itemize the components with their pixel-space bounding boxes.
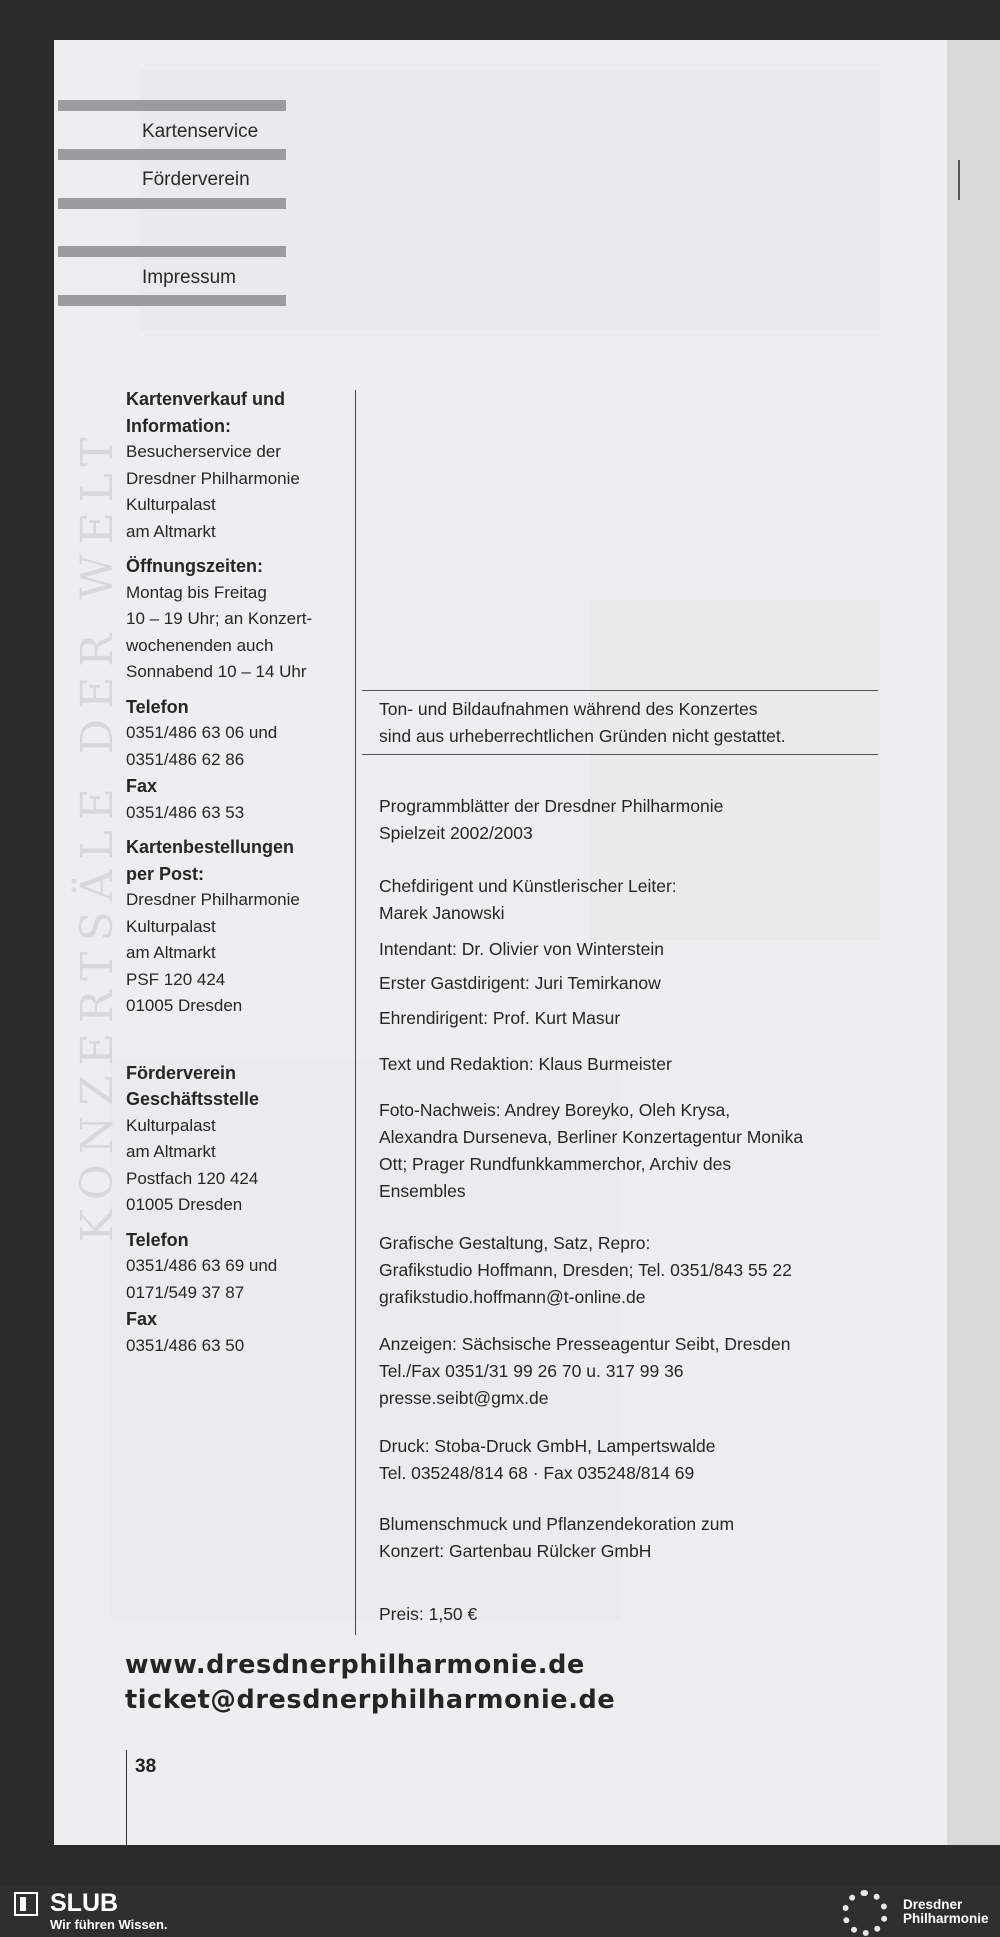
text-line: Grafische Gestaltung, Satz, Repro: [379, 1233, 651, 1253]
notice-rule-top [362, 690, 878, 691]
slub-logo-icon [14, 1892, 38, 1916]
wordmark-line: Philharmonie [903, 1911, 989, 1926]
text-line: Tel./Fax 0351/31 99 26 70 u. 317 99 36 [379, 1361, 684, 1381]
notice-line: Ton- und Bildaufnahmen während des Konzertes [379, 699, 758, 719]
gastdirigent: Erster Gastdirigent: Juri Temirkanow [379, 973, 661, 993]
notice-line: sind aus urheberrechtlichen Gründen nicht gestattet. [379, 726, 786, 746]
tab-divider [58, 100, 286, 111]
text-line: Kulturpalast [126, 495, 216, 514]
text-line: 01005 Dresden [126, 1195, 243, 1214]
notice-rule-bottom [362, 754, 878, 755]
text-line: Kulturpalast [126, 1115, 216, 1135]
heading-oeffnungszeiten: Öffnungszeiten: [126, 556, 263, 576]
heading-fax: Fax [126, 776, 158, 796]
heading-telefon: Telefon [126, 696, 189, 717]
tab-foerderverein: Förderverein [142, 169, 250, 190]
text-line: Dresdner Philharmonie [126, 890, 300, 909]
text-line: Besucherservice der [126, 442, 281, 461]
next-page-edge [947, 40, 1000, 1845]
heading-kartenverkauf: Kartenverkauf und [126, 389, 286, 409]
contact-column [126, 386, 356, 1359]
text-line: Foto-Nachweis: Andrey Boreyko, Oleh Krysa, [379, 1100, 731, 1120]
heading-information: Information: [126, 415, 231, 436]
foto-nachweis [379, 1097, 879, 1205]
heading-geschaeftsstelle: Geschäftsstelle [126, 1089, 260, 1109]
text-line: Ott; Prager Rundfunkkammerchor, Archiv des [379, 1154, 732, 1174]
tab-divider [58, 198, 286, 209]
page-edge-mark [958, 160, 960, 200]
program-info [379, 793, 879, 847]
text-line: Spielzeit 2002/2003 [379, 823, 533, 843]
text-line: PSF 120 424 [126, 969, 226, 989]
text-line: 10 – 19 Uhr; an Konzert- [126, 609, 313, 628]
anzeigen [379, 1331, 879, 1412]
text-line: Marek Janowski [379, 903, 505, 923]
text-line: Grafikstudio Hoffmann, Dresden; Tel. 0351/843 55 22 [379, 1260, 792, 1280]
text-line: Montag bis Freitag [126, 582, 267, 602]
slub-wordmark[interactable]: SLUB [50, 1889, 119, 1917]
redaktion: Text und Redaktion: Klaus Burmeister [379, 1054, 672, 1074]
text-line: Blumenschmuck und Pflanzendekoration zum [379, 1514, 735, 1534]
fax-number: 0351/486 63 50 [126, 1335, 245, 1355]
text-line: am Altmarkt [126, 943, 216, 962]
tab-divider [58, 246, 286, 257]
preis: Preis: 1,50 € [379, 1604, 478, 1624]
heading-telefon: Telefon [126, 1229, 189, 1250]
page-number: 38 [135, 1756, 157, 1777]
intendant: Intendant: Dr. Olivier von Winterstein [379, 939, 664, 959]
show-through-watermark: KONZERTSÄLE DER WELT [72, 427, 123, 1243]
heading-kartenbestellungen: Kartenbestellungen [126, 837, 295, 857]
blumenschmuck [379, 1511, 879, 1565]
dresdner-philharmonie-logo-icon [842, 1890, 888, 1936]
heading-foerderverein: Förderverein [126, 1062, 237, 1083]
tab-kartenservice: Kartenservice [142, 121, 259, 142]
tab-divider [58, 149, 286, 160]
text-line: Konzert: Gartenbau Rülcker GmbH [379, 1541, 652, 1561]
text-line: 01005 Dresden [126, 996, 243, 1015]
heading-per-post: per Post: [126, 863, 205, 884]
contact-urls [125, 1648, 615, 1718]
tab-impressum: Impressum [142, 267, 236, 288]
recording-notice [379, 696, 879, 750]
wordmark-line: Dresdner [903, 1897, 963, 1912]
phone-number: 0171/549 37 87 [126, 1282, 245, 1302]
text-line: wochenenden auch [126, 635, 274, 655]
tab-divider [58, 295, 286, 306]
text-line: Ensembles [379, 1181, 466, 1201]
chefdirigent [379, 873, 879, 927]
text-line: Programmblätter der Dresdner Philharmonie [379, 796, 724, 816]
text-line: Tel. 035248/814 68 · Fax 035248/814 69 [379, 1463, 695, 1483]
text-line: Chefdirigent und Künstlerischer Leiter: [379, 876, 677, 896]
text-line: Dresdner Philharmonie [126, 468, 300, 488]
grafik [379, 1230, 879, 1311]
text-line: Sonnabend 10 – 14 Uhr [126, 662, 307, 681]
text-line: Postfach 120 424 [126, 1168, 259, 1188]
phone-number: 0351/486 63 69 und [126, 1256, 278, 1275]
text-line: am Altmarkt [126, 1142, 216, 1161]
text-line: Anzeigen: Sächsische Presseagentur Seibt, Dresden [379, 1334, 791, 1354]
page-number-rule [126, 1750, 127, 1845]
text-line: Druck: Stoba-Druck GmbH, Lampertswalde [379, 1436, 716, 1456]
column-divider [355, 390, 356, 1635]
slub-tagline: Wir führen Wissen. [50, 1917, 168, 1932]
email-link[interactable]: grafikstudio.hoffmann@t-online.de [379, 1287, 646, 1307]
email-link[interactable]: presse.seibt@gmx.de [379, 1388, 549, 1408]
fax-number: 0351/486 63 53 [126, 802, 245, 822]
phone-number: 0351/486 63 06 und [126, 723, 278, 742]
dresdner-philharmonie-wordmark[interactable] [903, 1898, 989, 1926]
ticket-email-link[interactable]: ticket@dresdnerphilharmonie.de [125, 1685, 616, 1715]
druck [379, 1433, 879, 1487]
phone-number: 0351/486 62 86 [126, 749, 245, 769]
text-line: Kulturpalast [126, 916, 216, 936]
website-link[interactable]: www.dresdnerphilharmonie.de [125, 1650, 585, 1680]
text-line: Alexandra Durseneva, Berliner Konzertagentur Monika [379, 1127, 804, 1147]
text-line: am Altmarkt [126, 521, 216, 541]
heading-fax: Fax [126, 1309, 158, 1329]
ehrendirigent: Ehrendirigent: Prof. Kurt Masur [379, 1008, 621, 1028]
